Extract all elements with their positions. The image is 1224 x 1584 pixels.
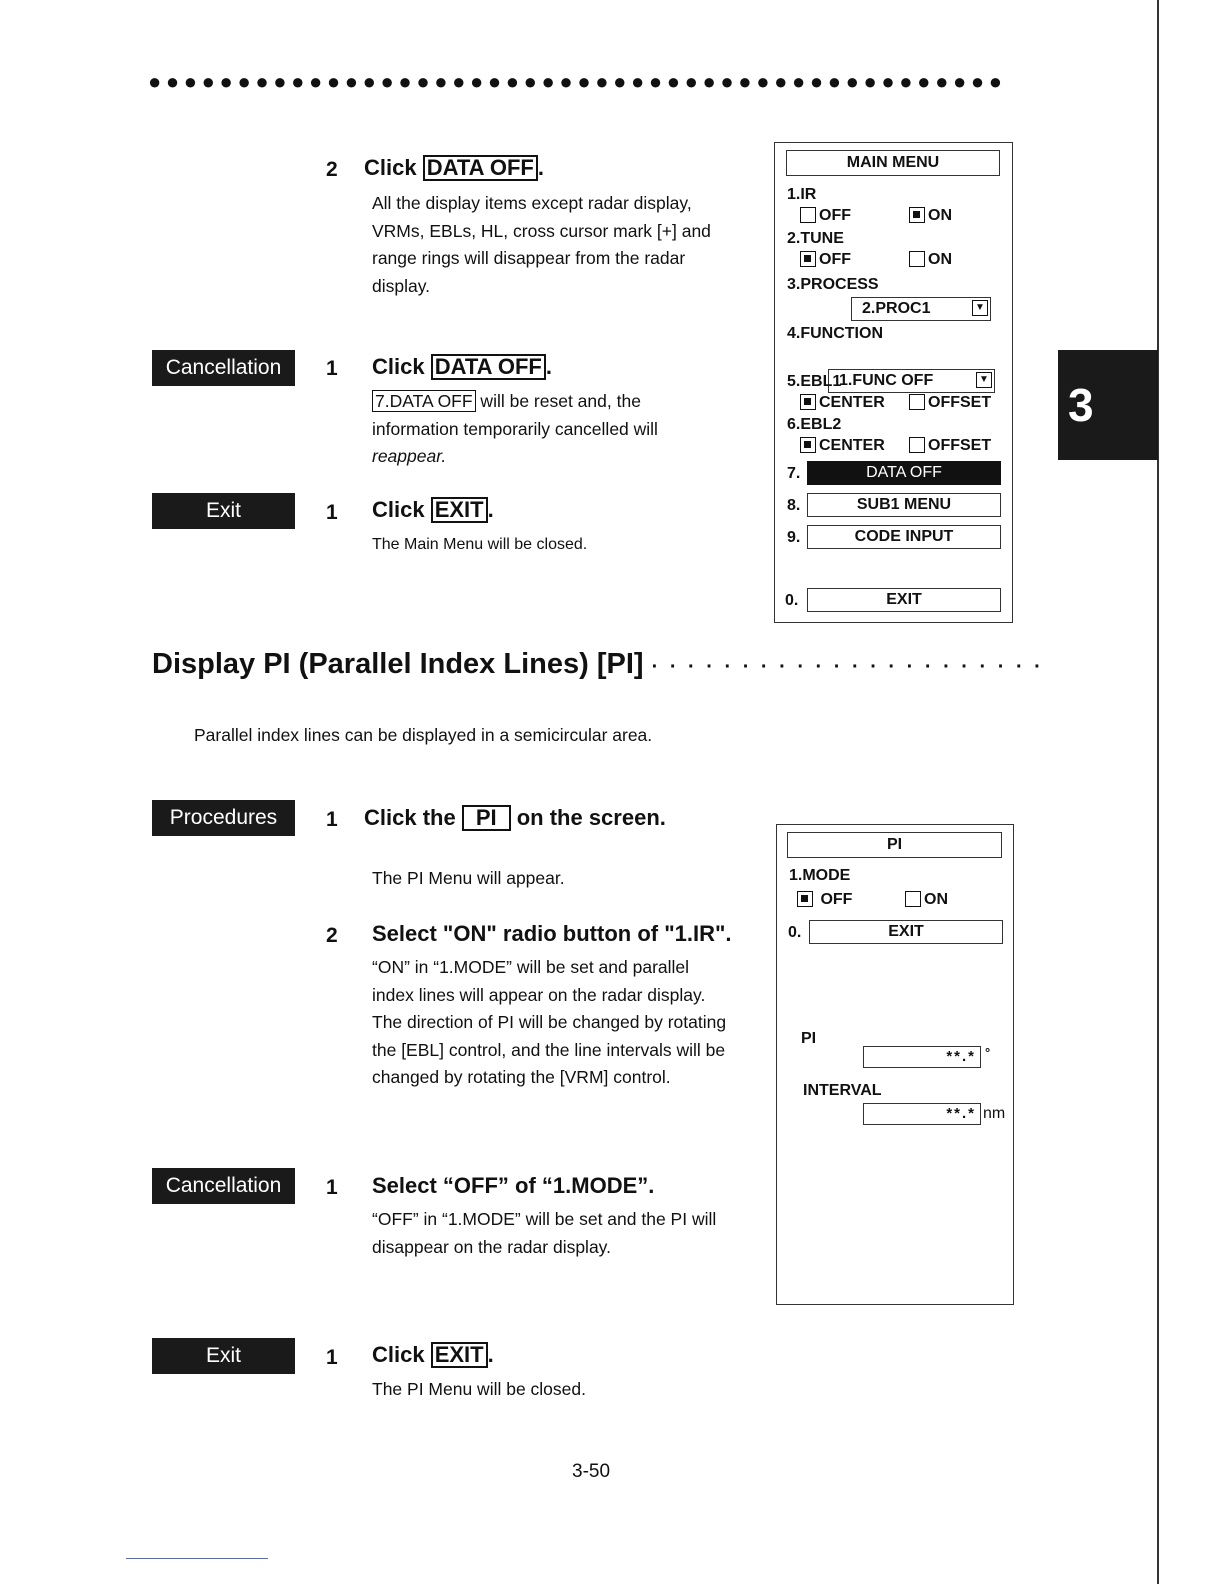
radio-label: ON [928,251,952,268]
radio-label: ON [924,891,948,908]
step-heading-pre: Click [372,1342,431,1367]
sub1-menu-button[interactable]: SUB1 MENU [807,493,1001,517]
exit-label: Exit [152,1338,295,1374]
main-menu-title: MAIN MENU [786,150,1000,176]
radio-off-icon [800,207,816,223]
step-description [372,954,762,1092]
menu-item-ref: 7.DATA OFF [372,390,476,412]
select-value: 2.PROC1 [862,300,931,317]
step-heading [372,1342,494,1368]
radio-label: OFFSET [928,394,992,411]
ebl1-label: 5.EBL1 [787,373,842,390]
step-heading-post: . [487,497,494,522]
radio-off-icon [909,437,925,453]
chapter-tab: 3 [1058,350,1158,460]
ir-on-radio[interactable] [909,207,952,225]
text-line: disappear on the radar display. [372,1236,611,1257]
step-number: 1 [326,357,338,380]
item-number: 0. [785,592,799,609]
mode-off-radio[interactable] [797,891,852,909]
interval-label: INTERVAL [803,1082,882,1099]
cancellation-label: Cancellation [152,350,295,386]
step-heading [372,497,494,523]
exit-key: EXIT [431,497,488,523]
radio-label: OFF [820,891,853,908]
pi-menu-title: PI [787,832,1002,858]
step-number: 1 [326,1346,338,1369]
exit-button[interactable]: EXIT [807,588,1001,612]
radio-label: OFF [819,251,851,268]
radio-label: ON [928,207,952,224]
text-line: All the display items except radar display, [372,193,692,213]
tune-label: 2.TUNE [787,230,844,247]
step-heading-pre: Click [372,354,431,379]
step-heading-pre: Click [372,497,431,522]
step-number: 2 [326,924,338,947]
text-line: range rings will disappear from the radar [372,248,686,268]
ebl2-offset-radio[interactable] [909,437,991,455]
ebl2-center-radio[interactable] [800,437,885,455]
tune-on-radio[interactable] [909,251,952,269]
text-line: VRMs, EBLs, HL, cross cursor mark [+] and [372,220,711,241]
step-number: 1 [326,808,338,831]
step-description [372,388,762,471]
pi-key: PI [462,805,511,831]
step-number: 1 [326,501,338,524]
text-fragment: will be reset and, the [475,391,641,411]
data-off-key: DATA OFF [431,354,546,380]
radio-label: CENTER [819,394,885,411]
data-off-key: DATA OFF [423,155,538,181]
step-heading: Select “OFF” of “1.MODE”. [372,1173,655,1198]
radio-label: CENTER [819,437,885,454]
step-heading-post: . [487,1342,494,1367]
ebl2-label: 6.EBL2 [787,416,842,433]
item-number: 7. [787,465,801,482]
step-heading [372,354,552,380]
interval-unit: nm [983,1105,1006,1122]
exit-label: Exit [152,493,295,529]
step-description [372,190,762,300]
text-line: The direction of PI will be changed by rotating [372,1012,727,1032]
text-line: reappear. [372,446,447,466]
ebl1-center-radio[interactable] [800,394,885,412]
exit-button[interactable]: EXIT [809,920,1003,944]
item-number: 9. [787,529,801,546]
step-description: The PI Menu will appear. [372,868,565,888]
interval-value-field[interactable]: **.* [863,1103,981,1125]
step-heading [364,155,544,181]
select-value: 1.FUNC OFF [839,372,934,389]
tune-off-radio[interactable] [800,251,851,269]
mode-label: 1.MODE [789,867,851,884]
code-input-button[interactable]: CODE INPUT [807,525,1001,549]
ir-off-radio[interactable] [800,207,851,225]
step-heading-pre: Click [364,155,423,180]
step-heading-pre: Click the [364,805,462,830]
text-line: the [EBL] control, and the line intervals will be [372,1039,726,1060]
text-line [372,388,762,416]
step-description [372,1206,762,1261]
text-line: “OFF” in “1.MODE” will be set and the PI will [372,1209,717,1229]
dropdown-arrow-icon: ▼ [976,372,992,388]
page-edge-line [1157,0,1159,1584]
step-number: 2 [326,158,338,181]
radio-on-icon [800,437,816,453]
step-heading-post: . [545,354,552,379]
item-number: 8. [787,497,801,514]
pi-unit: ° [985,1045,991,1060]
pi-label: PI [801,1030,817,1047]
step-description: The Main Menu will be closed. [372,536,588,553]
text-line: display. [372,275,431,296]
process-label: 3.PROCESS [787,276,879,293]
text-line: changed by rotating the [VRM] control. [372,1067,671,1087]
text-line: information temporarily cancelled will [372,418,658,439]
process-select[interactable] [851,297,991,321]
radio-off-icon [905,891,921,907]
main-menu-panel [774,142,1013,623]
step-description: The PI Menu will be closed. [372,1379,586,1399]
intro-text: Parallel index lines can be displayed in a semicircular area. [194,725,653,745]
pi-value-field[interactable]: **.* [863,1046,981,1068]
radio-label: OFF [819,207,851,224]
function-select[interactable] [828,369,995,393]
section-heading [152,648,1044,681]
dropdown-arrow-icon: ▼ [972,300,988,316]
ebl1-offset-radio[interactable] [909,394,991,412]
section-title: Display PI (Parallel Index Lines) [PI] [152,648,644,680]
step-number: 1 [326,1176,338,1199]
header-dot-rule: ●●●●●●●●●●●●●●●●●●●●●●●●●●●●●●●●●●●●●●●●●●●●●●●● [148,70,1007,94]
radio-off-icon [909,394,925,410]
radio-on-icon [800,394,816,410]
step-heading [364,805,666,831]
data-off-button[interactable]: DATA OFF [807,461,1001,485]
cancellation-label: Cancellation [152,1168,295,1204]
radio-on-icon [797,891,813,907]
text-line: index lines will appear on the radar display. [372,984,706,1005]
radio-off-icon [909,251,925,267]
text-line: “ON” in “1.MODE” will be set and parallel [372,957,690,977]
mode-on-radio[interactable] [905,891,948,909]
pi-menu-panel [776,824,1014,1305]
ir-label: 1.IR [787,186,817,203]
radio-on-icon [800,251,816,267]
exit-key: EXIT [431,1342,488,1368]
procedures-label: Procedures [152,800,295,836]
item-number: 0. [788,924,802,941]
footer-rule [126,1558,268,1559]
step-heading-post: . [537,155,544,180]
heading-leader-dots: · · · · · · · · · · · · · · · · · · · · · · [651,656,1044,678]
page-number: 3-50 [572,1461,611,1482]
radio-on-icon [909,207,925,223]
radio-label: OFFSET [928,437,992,454]
step-heading: Select "ON" radio button of "1.IR". [372,921,732,946]
step-heading-post: on the screen. [510,805,666,830]
function-label: 4.FUNCTION [787,325,883,342]
